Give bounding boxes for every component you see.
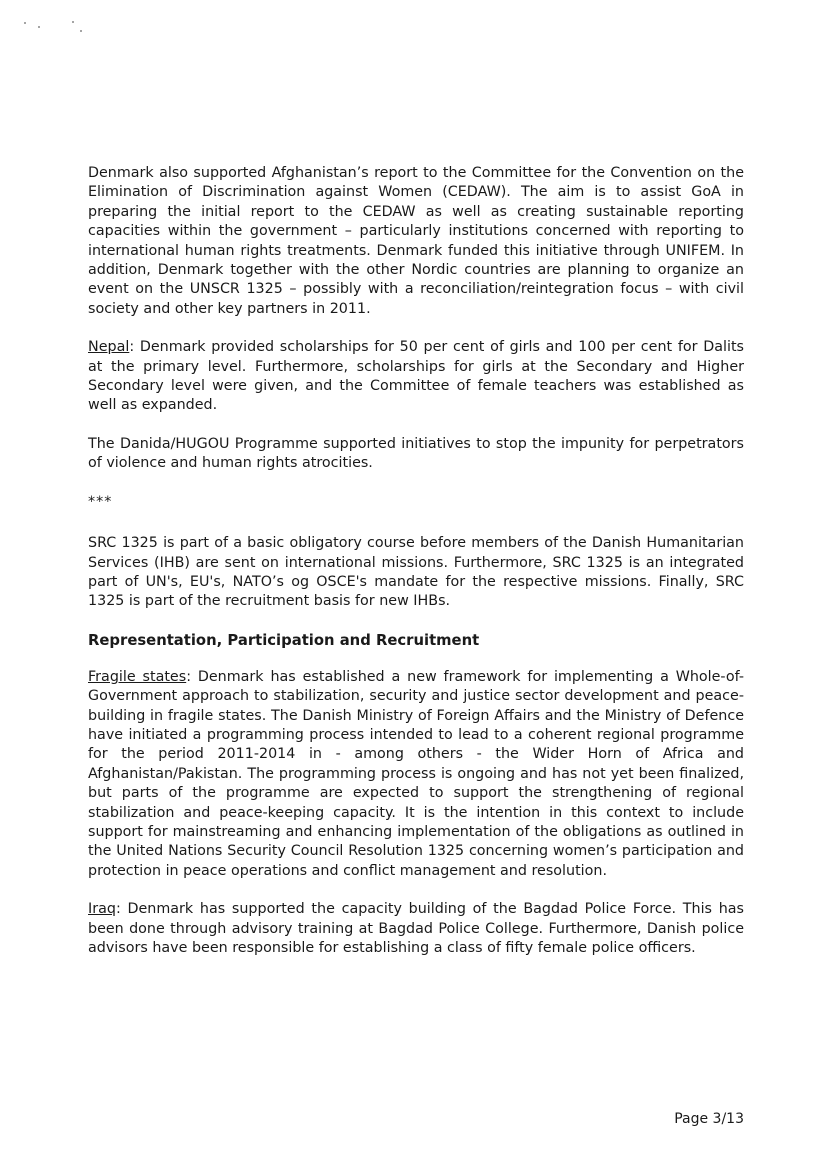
section-separator: ***: [88, 493, 113, 510]
fragile-states-label: Fragile states: [88, 668, 187, 685]
paragraph-nepal: [88, 338, 744, 416]
paragraph-danida: The Danida/HUGOU Programme supported initiatives to stop the impunity for perpetrators of violence and human rights atrocities.: [88, 435, 744, 472]
paragraph-src: SRC 1325 is part of a basic obligatory course before members of the Danish Humanitarian Services (IHB) are sent on international missions. Furthermore, SRC 1325 is an integrated part of UN's, EU's, NATO’s og OSCE's mandate for the respective missions. Finally, SRC 1325 is part of the recruitment basis for new IHBs.: [88, 535, 744, 610]
iraq-label: Iraq: [88, 901, 116, 918]
iraq-text: : Denmark has supported the capacity building of the Bagdad Police Force. This has been done through advisory training at Bagdad Police College. Furthermore, Danish police advisors have been responsible for establishing a class of fifty female police officers.: [88, 901, 744, 956]
paragraph-iraq: [88, 900, 744, 958]
scan-speck: [24, 22, 26, 24]
section-heading: Representation, Participation and Recruitment: [88, 631, 480, 649]
document-body: [88, 164, 744, 977]
fragile-states-text: : Denmark has established a new framework for implementing a Whole-of-Government approach to stabilization, security and justice sector development and peace-building in fragile states. The Danish Ministry of Foreign Affairs and the Ministry of Defence have initiated a programming process intended to lead to a coherent regional programme for the period 2011-2014 in - among others - the Wider Horn of Africa and Afghanistan/Pakistan. The programming process is ongoing and has not yet been finalized, but parts of the programme are expected to support the strengthening of regional stabilization and peace-keeping capacity. It is the intention in this context to include support for mainstreaming and enhancing implementation of the obligations as outlined in the United Nations Security Council Resolution 1325 concerning women’s participation and protection in peace operations and conflict management and resolution.: [88, 668, 744, 879]
scan-speck: [72, 21, 74, 23]
page-number: Page 3/13: [674, 1111, 744, 1127]
nepal-label: Nepal: [88, 339, 130, 356]
scan-speck: [38, 26, 40, 28]
scan-speck: [80, 30, 82, 32]
paragraph-fragile-states: [88, 668, 744, 881]
paragraph-cedaw: Denmark also supported Afghanistan’s report to the Committee for the Convention on the Elimination of Discrimination against Women (CEDAW). The aim is to assist GoA in preparing the initial report to the CEDAW as well as creating sustainable reporting capacities within the government – particularly institutions concerned with reporting to international human rights treatments. Denmark funded this initiative through UNIFEM. In addition, Denmark together with the other Nordic countries are planning to organize an event on the UNSCR 1325 – possibly with a reconciliation/reintegration focus – with civil society and other key partners in 2011.: [88, 165, 744, 317]
nepal-text: : Denmark provided scholarships for 50 per cent of girls and 100 per cent for Dalits at the primary level. Furthermore, scholarships for girls at the Secondary and Higher Secondary level were given, and the Committee of female teachers was established as well as expanded.: [88, 339, 744, 414]
